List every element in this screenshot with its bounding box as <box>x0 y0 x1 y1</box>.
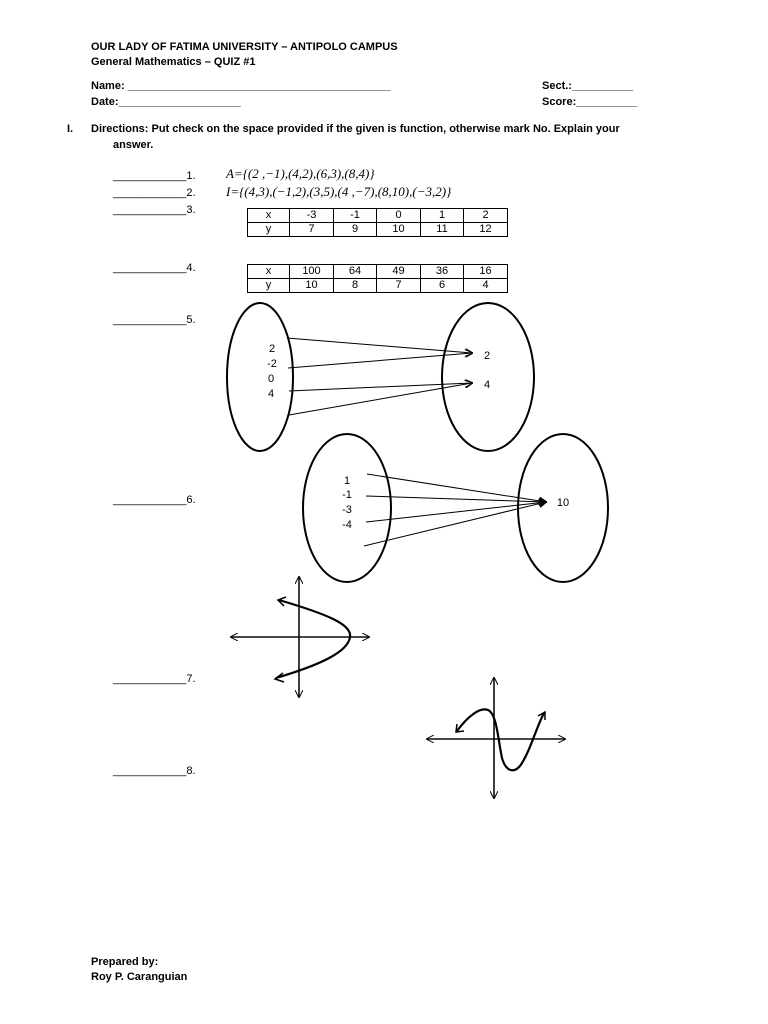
mapping-diagram-6 <box>303 434 608 582</box>
table-cell: 11 <box>421 223 464 237</box>
school-name: OUR LADY OF FATIMA UNIVERSITY – ANTIPOLO CAMPUS <box>91 41 398 53</box>
table-cell: 12 <box>464 223 508 237</box>
answer-blank-4: ____________4. <box>113 262 196 274</box>
table-cell: 8 <box>334 279 377 293</box>
table-cell: x <box>248 265 290 279</box>
section-field: Sect.:__________ <box>542 80 634 92</box>
table-cell: x <box>248 209 290 223</box>
domain-oval <box>227 303 293 451</box>
curve <box>276 600 350 678</box>
table-cell: y <box>248 223 290 237</box>
set-a: A={(2 ,−1),(4,2),(6,3),(8,4)} <box>226 166 375 181</box>
domain-value: -1 <box>342 489 352 501</box>
set-i: I={(4,3),(−1,2),(3,5),(4 ,−7),(8,10),(−3,2)} <box>226 184 452 199</box>
domain-value: 2 <box>268 343 276 355</box>
table-cell: 16 <box>464 265 508 279</box>
table-cell: 7 <box>377 279 421 293</box>
graph-item-8 <box>427 678 565 798</box>
table-cell: 100 <box>290 265 334 279</box>
mapping-arrow <box>287 338 472 353</box>
date-field: Date:____________________ <box>91 96 241 108</box>
table-cell: 10 <box>377 223 421 237</box>
domain-value: 0 <box>267 373 275 385</box>
quiz-title: General Mathematics – QUIZ #1 <box>91 56 256 68</box>
prepared-by-label: Prepared by: <box>91 956 159 968</box>
answer-blank-6: ____________6. <box>113 494 196 506</box>
table-cell: 4 <box>464 279 508 293</box>
table-cell: 64 <box>334 265 377 279</box>
score-field: Score:__________ <box>542 96 638 108</box>
domain-value: 1 <box>343 475 351 487</box>
directions-label: Directions: <box>91 123 149 135</box>
table-cell: 7 <box>290 223 334 237</box>
range-value: 2 <box>483 350 491 362</box>
table-cell: 6 <box>421 279 464 293</box>
answer-blank-2: ____________2. <box>113 187 196 199</box>
range-value: 4 <box>483 379 491 391</box>
domain-value: -4 <box>342 519 352 531</box>
answer-blank-5: ____________5. <box>113 314 196 326</box>
graph-item-7 <box>231 577 369 697</box>
table-cell: 10 <box>290 279 334 293</box>
answer-blank-1: ____________1. <box>113 170 196 182</box>
mapping-arrow <box>289 383 472 391</box>
name-field: Name: ___________________________________________ <box>91 80 391 92</box>
directions-continued: answer. <box>113 139 154 151</box>
domain-value: -3 <box>342 504 352 516</box>
table-cell: 2 <box>464 209 508 223</box>
mapping-arrow <box>288 353 472 368</box>
author-name: Roy P. Caranguian <box>91 971 188 983</box>
table-cell: 49 <box>377 265 421 279</box>
mapping-diagram-5 <box>227 303 534 451</box>
curve <box>457 709 544 770</box>
answer-blank-8: ____________8. <box>113 765 196 777</box>
table-cell: -1 <box>334 209 377 223</box>
table-cell: 0 <box>377 209 421 223</box>
answer-blank-7: ____________7. <box>113 673 196 685</box>
table-cell: y <box>248 279 290 293</box>
answer-blank-3: ____________3. <box>113 204 196 216</box>
domain-value: 4 <box>267 388 275 400</box>
table-cell: 1 <box>421 209 464 223</box>
table-cell: 36 <box>421 265 464 279</box>
domain-value: -2 <box>267 358 277 370</box>
table-cell: -3 <box>290 209 334 223</box>
section-number: I. <box>67 123 74 135</box>
range-oval <box>442 303 534 451</box>
directions-text: Put check on the space provided if the given is function, otherwise mark No. Explain your <box>151 123 620 135</box>
range-value: 10 <box>556 497 570 509</box>
table-cell: 9 <box>334 223 377 237</box>
